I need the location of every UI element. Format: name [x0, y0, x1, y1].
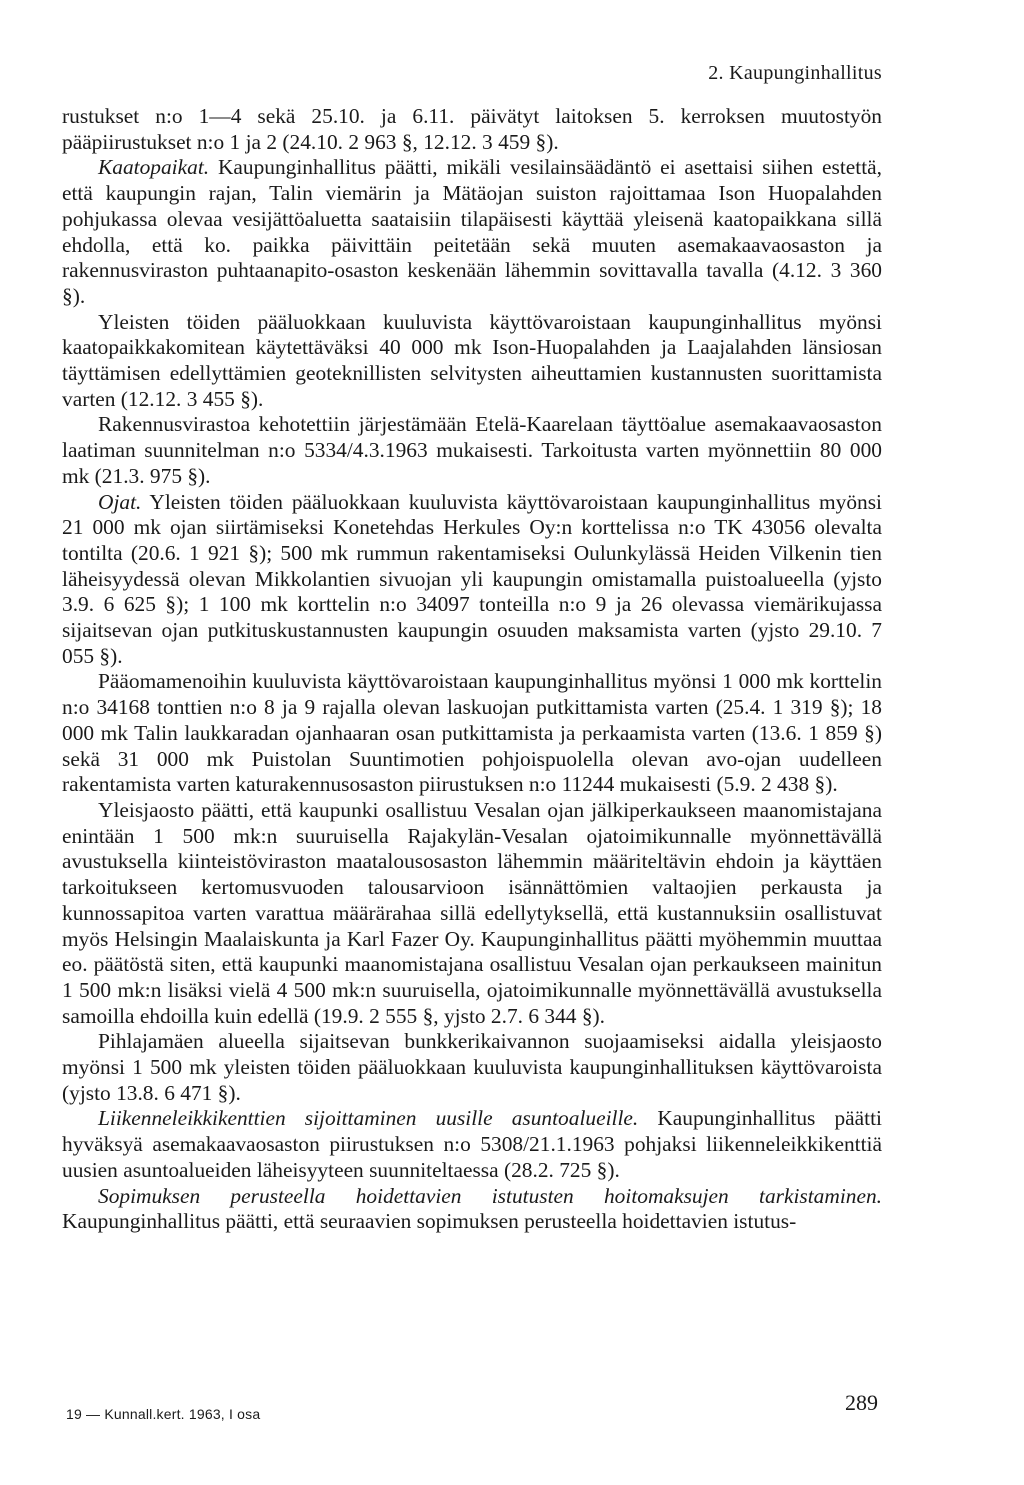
section-lead: Ojat.	[98, 489, 142, 514]
footer-source-note: 19 — Kunnall.kert. 1963, I osa	[66, 1406, 261, 1422]
section-lead: Kaatopaikat.	[98, 155, 210, 180]
paragraph-continuation	[62, 104, 882, 155]
paragraph-text: Pihlajamäen alueella sijaitsevan bunkkerikaivannon suojaamiseksi aidalla yleisjaosto myönsi 1 500 mk yleisten töiden pääluokkaan kuuluvista kaupunginhallituksen käyttövaroista (yjsto 13.8. 6 471 §).	[62, 1029, 882, 1105]
paragraph	[62, 310, 882, 413]
body-text	[62, 104, 882, 1235]
paragraph-sopimukset	[62, 1184, 882, 1235]
paragraph-text: Kaupunginhallitus päätti hyväksyä asemakaavaosaston piirustuksen n:o 5308/21.1.1963 pohjaksi liikenneleikkikenttiä uusien asuntoalueiden läheisyyteen suunniteltaessa (28.2. 725 §).	[62, 1106, 882, 1182]
paragraph-text: Yleisjaosto päätti, että kaupunki osallistuu Vesalan ojan jälkiperkaukseen maanomistajana enintään 1 500 mk:n suuruisella Rajakylän-Vesalan ojatoimikunnalle myönnettävällä avustuksella kiinteistöviraston maatalousosaston lähemmin määriteltävin ehdoin ja käyttäen tarkoitukseen kertomusvuoden talousarvioon isännättömien valtaojien perkausta ja kunnossapitoa varten varattua määrärahaa sillä edellytyksellä, että kustannuksiin osallistuvat myös Helsingin Maalaiskunta ja Karl Fazer Oy. Kaupunginhallitus päätti myöhemmin muuttaa eo. päätöstä siten, että kaupunki maanomistajana osallistuu Vesalan ojan perkaukseen mainitun 1 500 mk:n lisäksi vielä 4 500 mk:n suuruisella, ojatoimikunnalle myönnettävällä avustuksella samoilla ehdoilla kuin edellä (19.9. 2 555 §, yjsto 2.7. 6 344 §).	[62, 797, 882, 1028]
paragraph-text: rustukset n:o 1—4 sekä 25.10. ja 6.11. päivätyt laitoksen 5. kerroksen muutostyön pääpiirustukset n:o 1 ja 2 (24.10. 2 963 §, 12.12. 3 459 §).	[62, 104, 882, 154]
paragraph	[62, 412, 882, 489]
paragraph-kaatopaikat	[62, 155, 882, 309]
paragraph-text: Rakennusvirastoa kehotettiin järjestämään Etelä-Kaarelaan täyttöalue asemakaavaosaston laatiman suunnitelman n:o 5334/4.3.1963 mukaisesti. Tarkoitusta varten myönnettiin 80 000 mk (21.3. 975 §).	[62, 412, 882, 488]
running-header: 2. Kaupunginhallitus	[708, 62, 882, 84]
paragraph-text: Pääomamenoihin kuuluvista käyttövaroistaan kaupunginhallitus myönsi 1 000 mk korttelin n:o 34168 tonttien n:o 8 ja 9 rajalla olevan laskuojan putkittamista varten (25.4. 1 319 §); 18 000 mk Talin laukkaradan ojanhaaran osan putkittamista ja perkaamista varten (13.6. 1 859 §) sekä 31 000 mk Puistolan Suuntimotien pohjoispuolella olevan avo-ojan uudelleen rakentamista varten katurakennusosaston piirustuksen n:o 11244 mukaisesti (5.9. 2 438 §).	[62, 669, 882, 797]
paragraph-text: Kaupunginhallitus päätti, mikäli vesilainsäädäntö ei asettaisi siihen estettä, että kaupungin rajan, Talin viemärin ja Mätäojan suiston rajoittamaa Ison Huopalahden pohjukassa olevaa vesijättöaluetta saataisiin tilapäisesti käyttää yleisenä kaatopaikkana sillä ehdolla, että ko. paikka päivittäin peitetään sekä muuten asemakaavaosaston ja rakennusviraston puhtaanapito-osaston keskenään lähemmin sovittavalla tavalla (4.12. 3 360 §).	[62, 155, 882, 308]
document-page	[62, 0, 882, 1485]
paragraph-liikenneleikkikentat	[62, 1106, 882, 1183]
paragraph	[62, 798, 882, 1029]
section-lead: Sopimuksen perusteella hoidettavien istutusten hoitomaksujen tarkistaminen.	[98, 1183, 882, 1208]
section-lead: Liikenneleikkikenttien sijoittaminen uusille asuntoalueille.	[98, 1106, 639, 1131]
paragraph-ojat	[62, 490, 882, 670]
paragraph-text: Yleisten töiden pääluokkaan kuuluvista käyttövaroistaan kaupunginhallitus myönsi 21 000 mk ojan siirtämiseksi Konetehdas Herkules Oy:n korttelissa n:o TK 43056 olevalta tontilta (20.6. 1 921 §); 500 mk rummun rakentamiseksi Oulunkylässä Heiden Vilkenin tien läheisyydessä olevan Mikkolantien sivuojan yli kaupungin omistamalla puistoalueella (yjsto 3.9. 6 625 §); 1 100 mk korttelin n:o 34097 tonteilla n:o 9 ja 26 olevassa viemärikujassa sijaitsevan ojan putkituskustannusten kaupungin osuuden maksamista varten (yjsto 29.10. 7 055 §).	[62, 489, 882, 668]
paragraph	[62, 669, 882, 798]
paragraph-text: Kaupunginhallitus päätti, että seuraavien sopimuksen perusteella hoidettavien istutus-	[62, 1209, 797, 1234]
page-number: 289	[845, 1390, 878, 1415]
paragraph-text: Yleisten töiden pääluokkaan kuuluvista käyttövaroistaan kaupunginhallitus myönsi kaatopaikkakomitean käytettäväksi 40 000 mk Ison-Huopalahden ja Laajalahden länsiosan täyttämisen edellyttämien geoteknillisten selvitysten aiheuttamien kustannusten suorittamista varten (12.12. 3 455 §).	[62, 309, 882, 411]
paragraph	[62, 1029, 882, 1106]
